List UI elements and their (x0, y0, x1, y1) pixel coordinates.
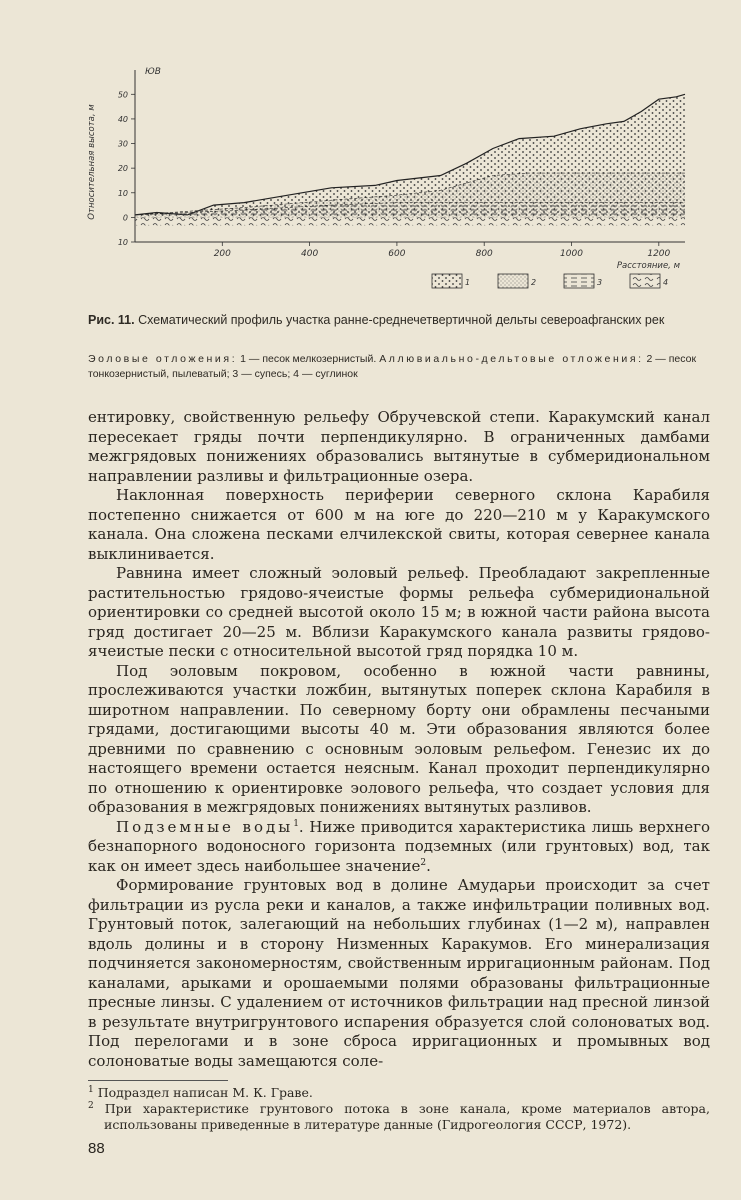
footnote-2-num: 2 (88, 1100, 94, 1111)
main-text (88, 408, 710, 1071)
legend-num-2: 2 (531, 278, 537, 287)
corner-label: ЮВ (145, 67, 161, 77)
paragraph-3: Равнина имеет сложный эоловый рельеф. Преобладают закрепленные растительностью грядово-ячеистые формы рельефа субмеридиональной ориентировки со средней высотой около 15 м; в южной части района высота гряд достигает 20—25 м. Вблизи Каракумского канала развиты грядово-ячеистые пески с относительной высотой гряд порядка 10 м. (88, 564, 710, 660)
section-text-a: . Ниже приводится характеристика лишь верхнего безнапорного водоносного горизонта подземных (или грунтовых) вод, так как он имеет здесь наибольшее значение (88, 817, 710, 875)
footnote-ref-2: 2 (420, 857, 427, 868)
legend-group2-items: 2 — песок тонкозернистый, пылеватый; 3 — супесь; 4 — суглинок (88, 353, 697, 380)
figure-caption (88, 310, 708, 330)
x-tick-label: 200 (213, 249, 231, 259)
legend-group1-items: 1 — песок мелкозернистый. (240, 353, 377, 365)
x-tick-label: 600 (388, 249, 406, 259)
footnotes (88, 1080, 710, 1133)
section-title: Подземные воды (116, 817, 294, 836)
legend-swatch-3 (564, 274, 594, 288)
paragraph-1: ентировку, свойственную рельефу Обручевской степи. Каракумский канал пересекает гряды почти перпендикулярно. В ограниченных дамбами межгрядовых понижениях образовались вытянутые в субмеридиональном направлении разливы и фильтрационные озера. (88, 408, 710, 485)
legend-num-3: 3 (597, 278, 603, 287)
y-tick-label: 10 (117, 238, 128, 247)
y-tick-label: 50 (117, 90, 128, 100)
y-tick-label: 0 (122, 213, 128, 223)
footnote-divider (88, 1080, 228, 1081)
legend-swatch-1 (432, 274, 462, 288)
footnote-2 (88, 1101, 710, 1133)
legend-num-1: 1 (465, 278, 471, 287)
footnote-1 (88, 1085, 710, 1101)
x-tick-label: 1200 (647, 249, 671, 259)
series-4-area (135, 217, 685, 225)
paragraph-last: Формирование грунтовых вод в долине Амударьи происходит за счет фильтрации из русла реки и каналов, а также инфильтрации поливных вод. Грунтовый поток, залегающий на небольших глубинах (1—2 м), направлен вдоль долины и в сторону Низменных Каракумов. Его минерализация подчиняется закономерностям, свойственным ирригационным районам. Под каналами, арыками и орошаемыми полями образованы фильтрационные пресные линзы. С удалением от источников фильтрации над пресной линзой в результате внутригрунтового испарения образуется слой солоноватых вод. Под перелогами и в зоне сброса ирригационных и промывных вод солоноватые воды замещаются соле- (88, 876, 710, 1070)
caption-label: Рис. 11. (88, 313, 135, 327)
section-paragraph (88, 818, 710, 877)
footnote-2-text: При характеристике грунтового потока в зоне канала, кроме материалов автора, использованы приведенные в литературе данные (Гидрогеология СССР, 1972). (104, 1101, 710, 1132)
y-tick-label: 30 (117, 139, 128, 149)
profile-chart (80, 60, 720, 300)
x-tick-label: 800 (475, 249, 493, 259)
legend-group1-title: Эоловые отложения: (88, 353, 238, 365)
paragraph-2: Наклонная поверхность периферии северного склона Карабиля постепенно снижается от 600 м на юге до 220—210 м у Каракумского канала. Она сложена песками елчилекской свиты, которая севернее канала выклинивается. (88, 486, 710, 563)
y-axis-label: Относительная высота, м (87, 104, 97, 220)
y-tick-label: 40 (117, 114, 128, 124)
profile-figure (80, 60, 720, 300)
x-axis-label: Расстояние, м (616, 261, 680, 271)
caption-text: Схематический профиль участка ранне-среднечетвертичной дельты североафганских рек (138, 313, 665, 327)
section-text-b: . (426, 856, 431, 875)
legend-num-4: 4 (663, 278, 669, 287)
footnote-1-text: Подраздел написан М. К. Граве. (97, 1085, 313, 1100)
legend-swatch-2 (498, 274, 528, 288)
x-tick-label: 1000 (560, 249, 583, 259)
legend-group2-title: Аллювиально-дельтовые отложения: (379, 353, 644, 365)
paragraph-4: Под эоловым покровом, особенно в южной части равнины, прослеживаются участки ложбин, вытянутых поперек склона Карабиля в широтном направлении. По северному борту они обрамлены песчаными грядами, достигающими высоты 40 м. Эти образования являются более древними по сравнению с основным эоловым рельефом. Генезис их до настоящего времени остается неясным. Канал проходит перпендикулярно по отношению к ориентировке эолового рельефа, что создает условия для образования в межгрядовых понижениях вытянутых разливов. (88, 661, 710, 816)
y-tick-label: 10 (117, 188, 128, 198)
footnote-1-num: 1 (88, 1084, 94, 1095)
y-tick-label: 20 (117, 164, 128, 174)
x-tick-label: 400 (301, 249, 319, 259)
legend-description (88, 352, 708, 382)
footnote-ref-1: 1 (293, 818, 299, 829)
legend-swatch-4 (630, 274, 660, 288)
page-number: 88 (88, 1140, 105, 1157)
